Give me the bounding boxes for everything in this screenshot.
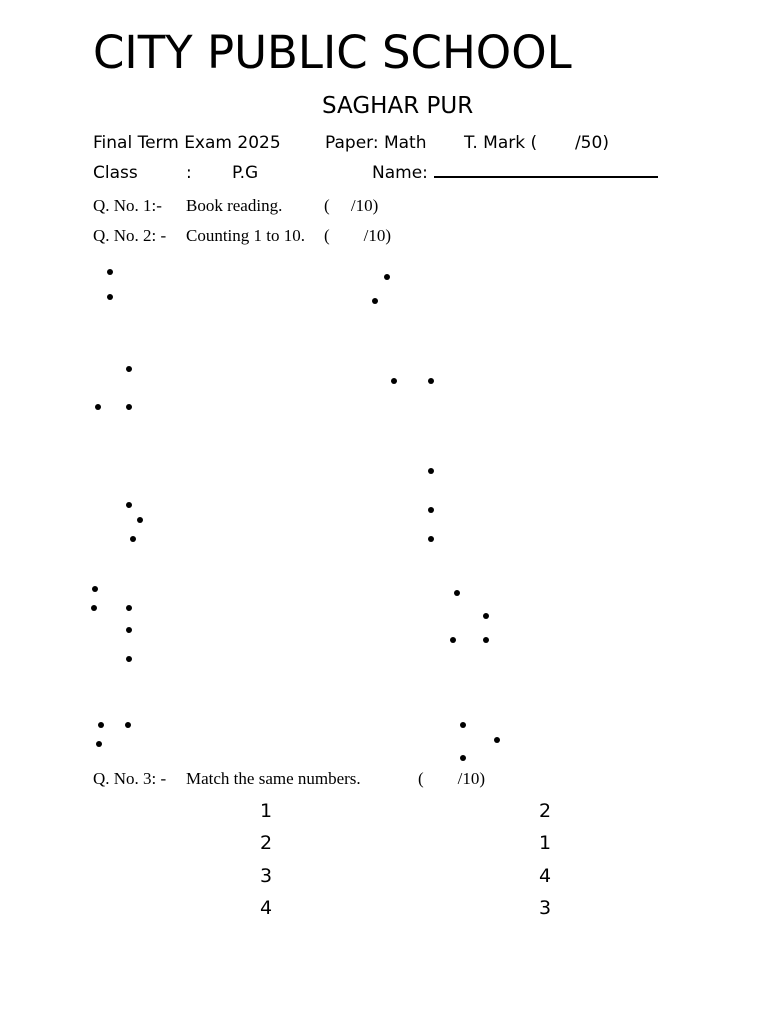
count-dot <box>91 605 97 611</box>
match-right-item: 1 <box>539 832 552 854</box>
count-dot <box>384 274 390 280</box>
count-dot <box>428 507 434 513</box>
count-dot <box>137 517 143 523</box>
count-dot <box>450 637 456 643</box>
q1-text: Book reading. <box>186 196 283 215</box>
count-dot <box>98 722 104 728</box>
count-dot <box>428 468 434 474</box>
count-dot <box>126 502 132 508</box>
count-dot <box>126 404 132 410</box>
match-left-item: 4 <box>260 897 273 919</box>
name-label: Name: <box>372 163 428 183</box>
exam-title: Final Term Exam 2025 <box>93 133 281 153</box>
match-right-item: 2 <box>539 800 552 822</box>
paper-subject: Paper: Math <box>325 133 427 153</box>
count-dot <box>130 536 136 542</box>
count-dot <box>126 656 132 662</box>
count-dot <box>95 404 101 410</box>
class-value: P.G <box>232 163 259 183</box>
school-name: CITY PUBLIC SCHOOL <box>93 26 572 79</box>
q2-text: Counting 1 to 10. <box>186 226 306 245</box>
total-mark: T. Mark ( /50) <box>464 133 609 153</box>
count-dot <box>483 613 489 619</box>
count-dot <box>428 378 434 384</box>
count-dot <box>391 378 397 384</box>
q3-number: Q. No. 3: - <box>93 769 167 788</box>
count-dot <box>92 586 98 592</box>
q2-mark: ( /10) <box>324 226 392 245</box>
count-dot <box>125 722 131 728</box>
match-left-item: 2 <box>260 832 273 854</box>
count-dot <box>454 590 460 596</box>
match-left-item: 1 <box>260 800 273 822</box>
count-dot <box>126 605 132 611</box>
name-blank-line <box>434 166 658 178</box>
class-label: Class <box>93 163 138 183</box>
count-dot <box>107 269 113 275</box>
count-dot <box>107 294 113 300</box>
count-dot <box>126 366 132 372</box>
q1-number: Q. No. 1:- <box>93 196 162 215</box>
school-location: SAGHAR PUR <box>322 93 474 119</box>
q1-mark: ( /10) <box>324 196 379 215</box>
match-left-item: 3 <box>260 865 273 887</box>
match-right-item: 4 <box>539 865 552 887</box>
count-dot <box>126 627 132 633</box>
count-dot <box>96 741 102 747</box>
count-dot <box>428 536 434 542</box>
count-dot <box>494 737 500 743</box>
count-dot <box>483 637 489 643</box>
match-right-item: 3 <box>539 897 552 919</box>
class-colon: : <box>186 163 192 183</box>
count-dot <box>372 298 378 304</box>
q2-number: Q. No. 2: - <box>93 226 167 245</box>
q3-mark: ( /10) <box>418 769 486 788</box>
count-dot <box>460 722 466 728</box>
q3-text: Match the same numbers. <box>186 769 361 788</box>
count-dot <box>460 755 466 761</box>
student-name-field <box>372 163 658 183</box>
